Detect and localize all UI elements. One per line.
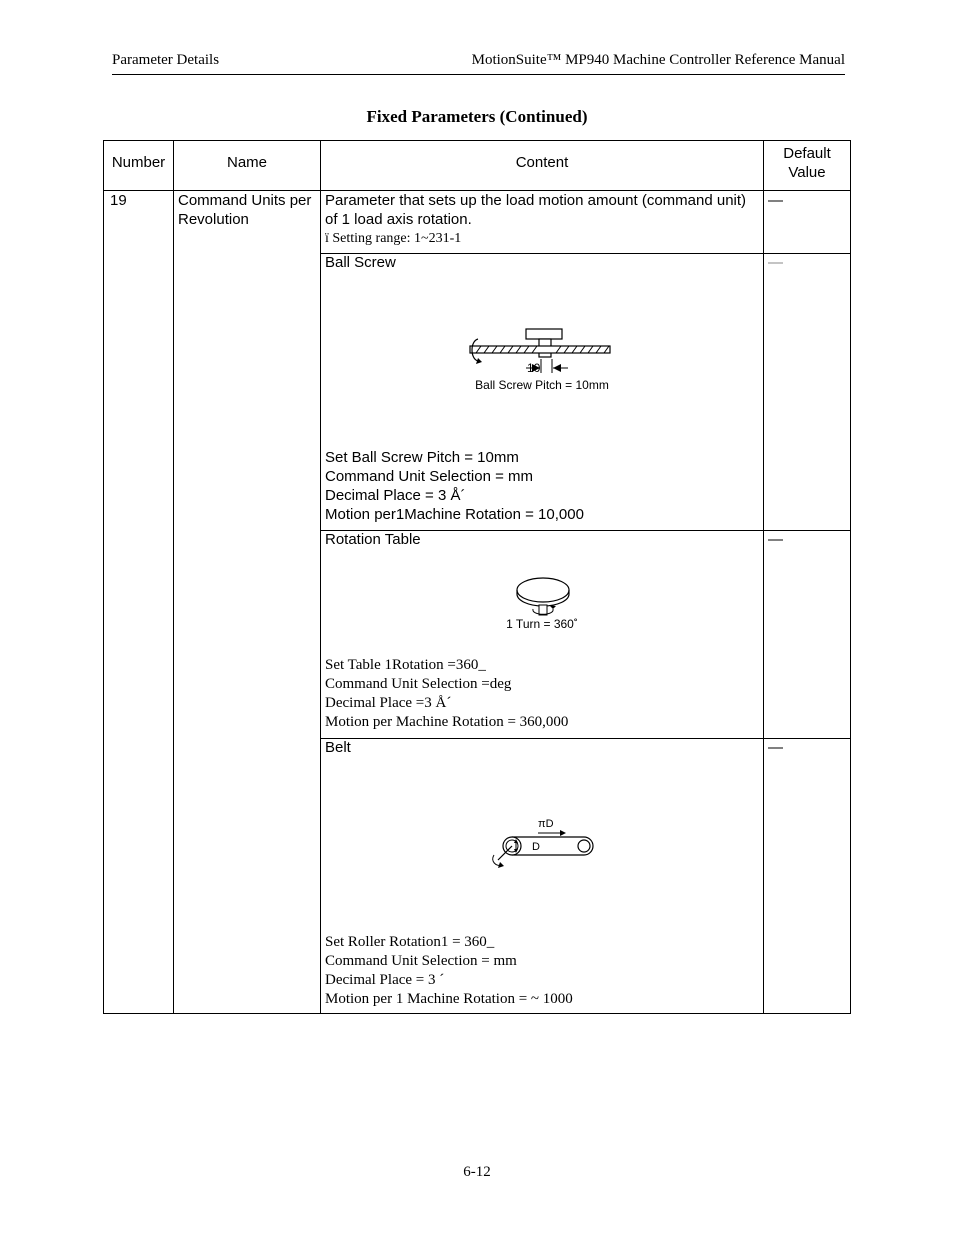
default-value-ball-screw: —: [768, 254, 783, 271]
description-line: of 1 load axis rotation.: [325, 211, 472, 228]
column-header-number: Number: [111, 154, 166, 171]
ball-screw-settings: [325, 448, 584, 524]
belt-diameter-label: D: [532, 841, 540, 853]
rotation-table-heading: Rotation Table: [325, 531, 421, 548]
description-line: Parameter that sets up the load motion amount (command unit): [325, 192, 747, 209]
belt-setting-line: Motion per 1 Machine Rotation = ~ 1000: [325, 991, 573, 1007]
ball-screw-setting-line: Set Ball Screw Pitch = 10mm: [325, 449, 519, 466]
parameter-description: [325, 191, 746, 248]
setting-range: ï Setting range: 1~231-1: [325, 231, 462, 246]
parameters-table: [103, 140, 851, 1014]
belt-heading: Belt: [325, 739, 351, 756]
page-number: 6-12: [463, 1164, 491, 1180]
header-section-title: Parameter Details: [112, 52, 220, 68]
rotation-table-setting-line: Set Table 1Rotation =360_: [325, 657, 486, 673]
rotation-table-figure: [513, 574, 573, 622]
rotation-table-settings: [325, 656, 568, 732]
column-header-default-value: Default Value: [783, 145, 831, 181]
column-header-content: Content: [515, 154, 569, 171]
ball-screw-caption: Ball Screw Pitch = 10mm: [475, 378, 609, 392]
column-divider: [320, 141, 321, 1013]
rotation-table-setting-line: Command Unit Selection =deg: [325, 676, 512, 692]
ball-screw-heading: Ball Screw: [325, 254, 396, 271]
column-divider: [173, 141, 174, 1013]
ball-screw-setting-line: Command Unit Selection = mm: [325, 468, 533, 485]
ball-screw-setting-line: Motion per1Machine Rotation = 10,000: [325, 506, 584, 523]
default-value-belt: —: [768, 739, 783, 756]
rotation-table-setting-line: Motion per Machine Rotation = 360,000: [325, 714, 569, 730]
page-title: Fixed Parameters (Continued): [366, 107, 588, 126]
belt-setting-line: Set Roller Rotation1 = 360_: [325, 934, 495, 950]
belt-setting-line: Decimal Place = 3 ´: [325, 972, 445, 988]
parameter-number: 19: [110, 192, 127, 209]
rotation-table-setting-line: Decimal Place =3 Å´: [325, 695, 452, 711]
column-divider: [763, 141, 764, 1013]
belt-settings: [325, 933, 573, 1009]
belt-circumference-label: πD: [538, 818, 554, 830]
ball-screw-pitch-dimension: 10: [527, 361, 541, 375]
default-value-rotation-table: —: [768, 531, 783, 548]
column-header-name: Name: [226, 154, 267, 171]
header-manual-title: MotionSuite™ MP940 Machine Controller Reference Manual: [471, 52, 845, 68]
page-header: [112, 52, 845, 75]
parameter-name: Command Units per Revolution: [178, 192, 312, 228]
ball-screw-setting-line: Decimal Place = 3 Å´: [325, 487, 466, 504]
rotation-table-caption: 1 Turn = 360˚: [506, 617, 578, 631]
default-value-intro: —: [768, 192, 783, 209]
belt-setting-line: Command Unit Selection = mm: [325, 953, 517, 969]
